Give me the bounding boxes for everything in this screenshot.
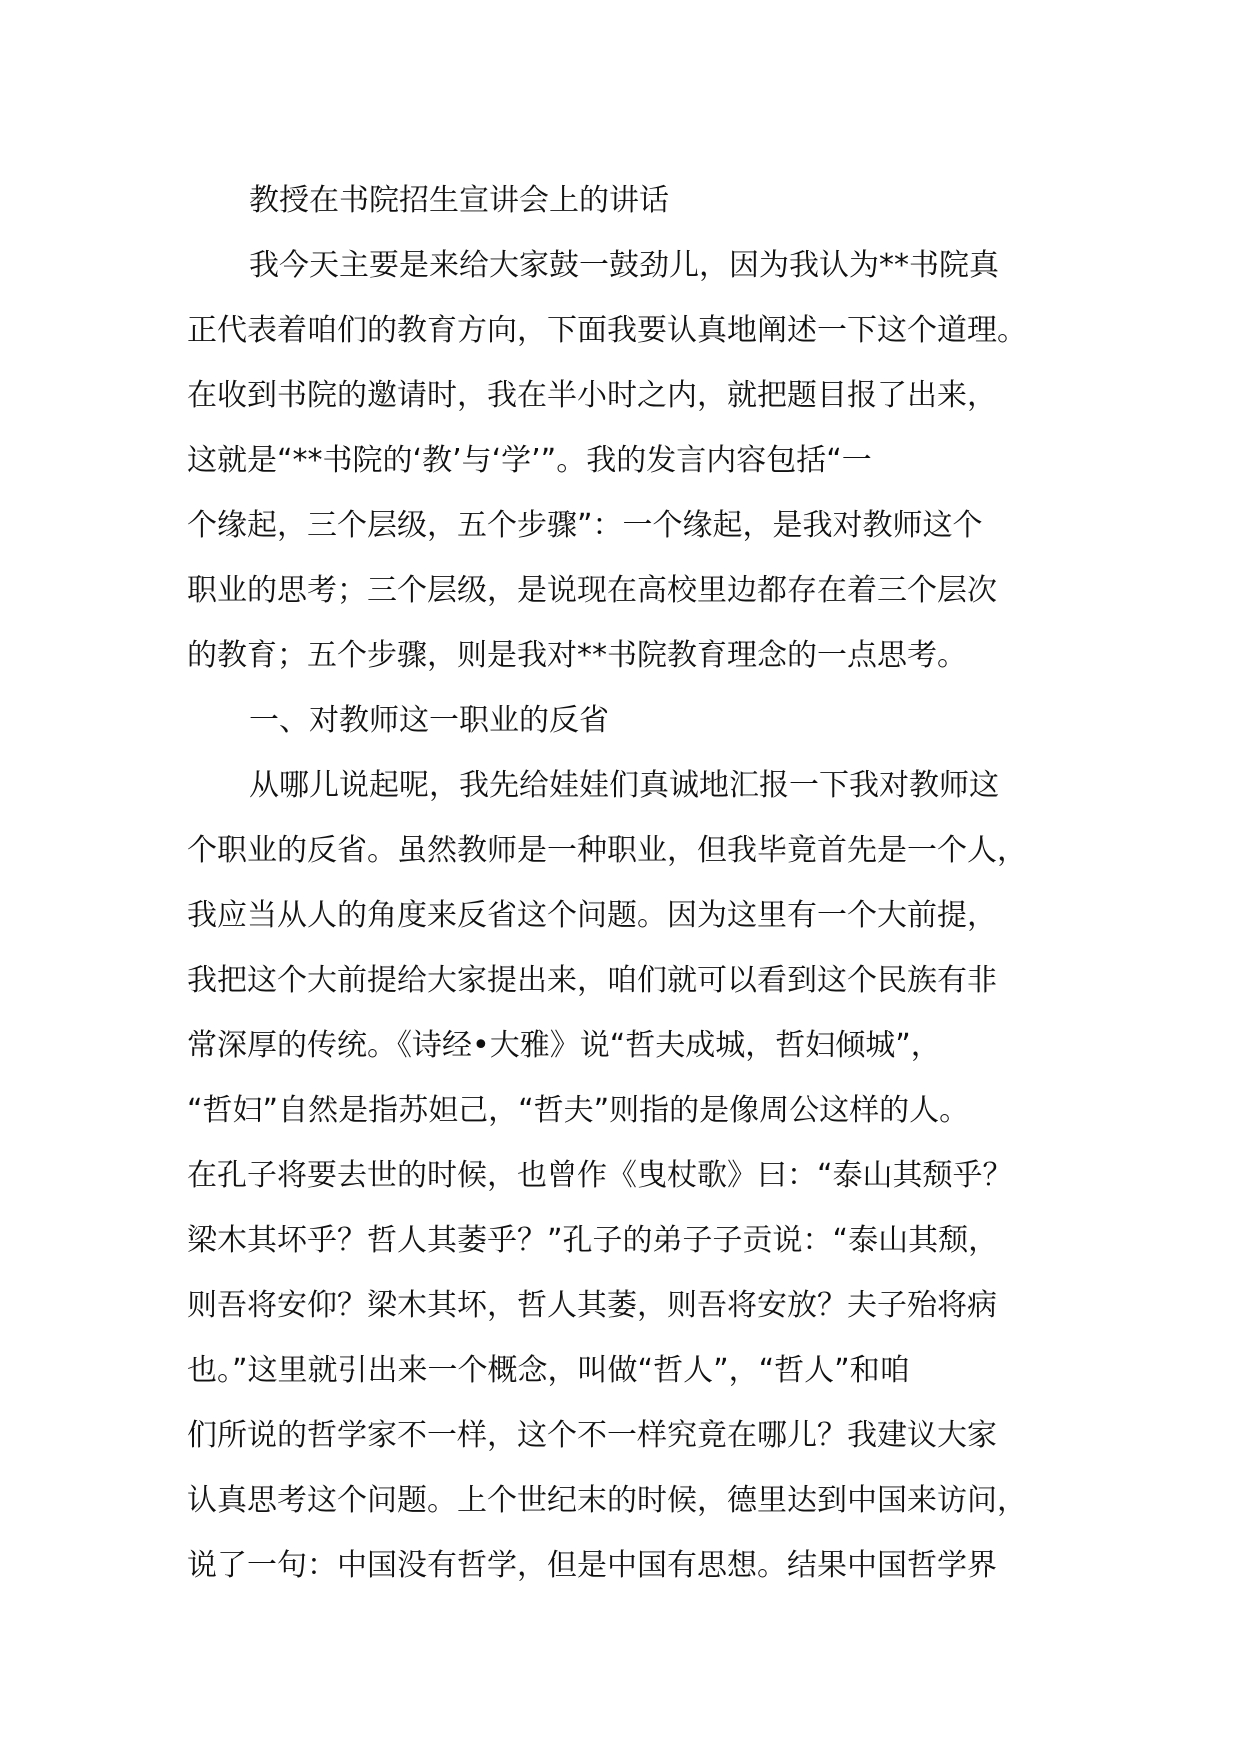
text-line: 在孔子将要去世的时候，也曾作《曳杖歌》曰：“泰山其颓乎？ [187, 1158, 1013, 1193]
text-line: 则吾将安仰？梁木其坏，哲人其萎，则吾将安放？夫子殆将病 [187, 1288, 997, 1323]
text-line: 我把这个大前提给大家提出来，咱们就可以看到这个民族有非 [187, 963, 997, 998]
text-line: 们所说的哲学家不一样，这个不一样究竟在哪儿？我建议大家 [187, 1418, 997, 1453]
text-line: 也。”这里就引出来一个概念，叫做“哲人”，“哲人”和咱 [187, 1353, 910, 1388]
text-line: 从哪儿说起呢，我先给娃娃们真诚地汇报一下我对教师这 [249, 768, 999, 803]
text-line: 这就是“**书院的‘教’与‘学’”。我的发言内容包括“一 [187, 443, 872, 478]
paragraph-reflection [187, 753, 1082, 1598]
section-heading: 一、对教师这一职业的反省 [249, 703, 609, 738]
text-line: 梁木其坏乎？哲人其萎乎？”孔子的弟子子贡说：“泰山其颓， [187, 1223, 999, 1258]
document-body [187, 168, 1082, 1598]
text-line: 职业的思考；三个层级，是说现在高校里边都存在着三个层次 [187, 573, 997, 608]
text-line: “哲妇”自然是指苏妲己，“哲夫”则指的是像周公这样的人。 [187, 1093, 970, 1128]
text-line: 在收到书院的邀请时，我在半小时之内，就把题目报了出来， [187, 378, 997, 413]
text-line: 说了一句：中国没有哲学，但是中国有思想。结果中国哲学界 [187, 1548, 997, 1583]
text-line: 认真思考这个问题。上个世纪末的时候，德里达到中国来访问， [187, 1483, 1027, 1518]
text-line: 我今天主要是来给大家鼓一鼓劲儿，因为我认为**书院真 [249, 248, 999, 283]
text-line: 常深厚的传统。《诗经•大雅》说“哲夫成城，哲妇倾城”， [187, 1028, 941, 1063]
paragraph-intro [187, 233, 1082, 688]
text-line: 个职业的反省。虽然教师是一种职业，但我毕竟首先是一个人， [187, 833, 1027, 868]
text-line: 的教育；五个步骤，则是我对**书院教育理念的一点思考。 [187, 638, 967, 673]
document-title: 教授在书院招生宣讲会上的讲话 [249, 183, 669, 218]
text-line: 正代表着咱们的教育方向，下面我要认真地阐述一下这个道理。 [187, 313, 1027, 348]
text-line: 个缘起，三个层级，五个步骤”：一个缘起，是我对教师这个 [187, 508, 983, 543]
text-line: 我应当从人的角度来反省这个问题。因为这里有一个大前提， [187, 898, 997, 933]
